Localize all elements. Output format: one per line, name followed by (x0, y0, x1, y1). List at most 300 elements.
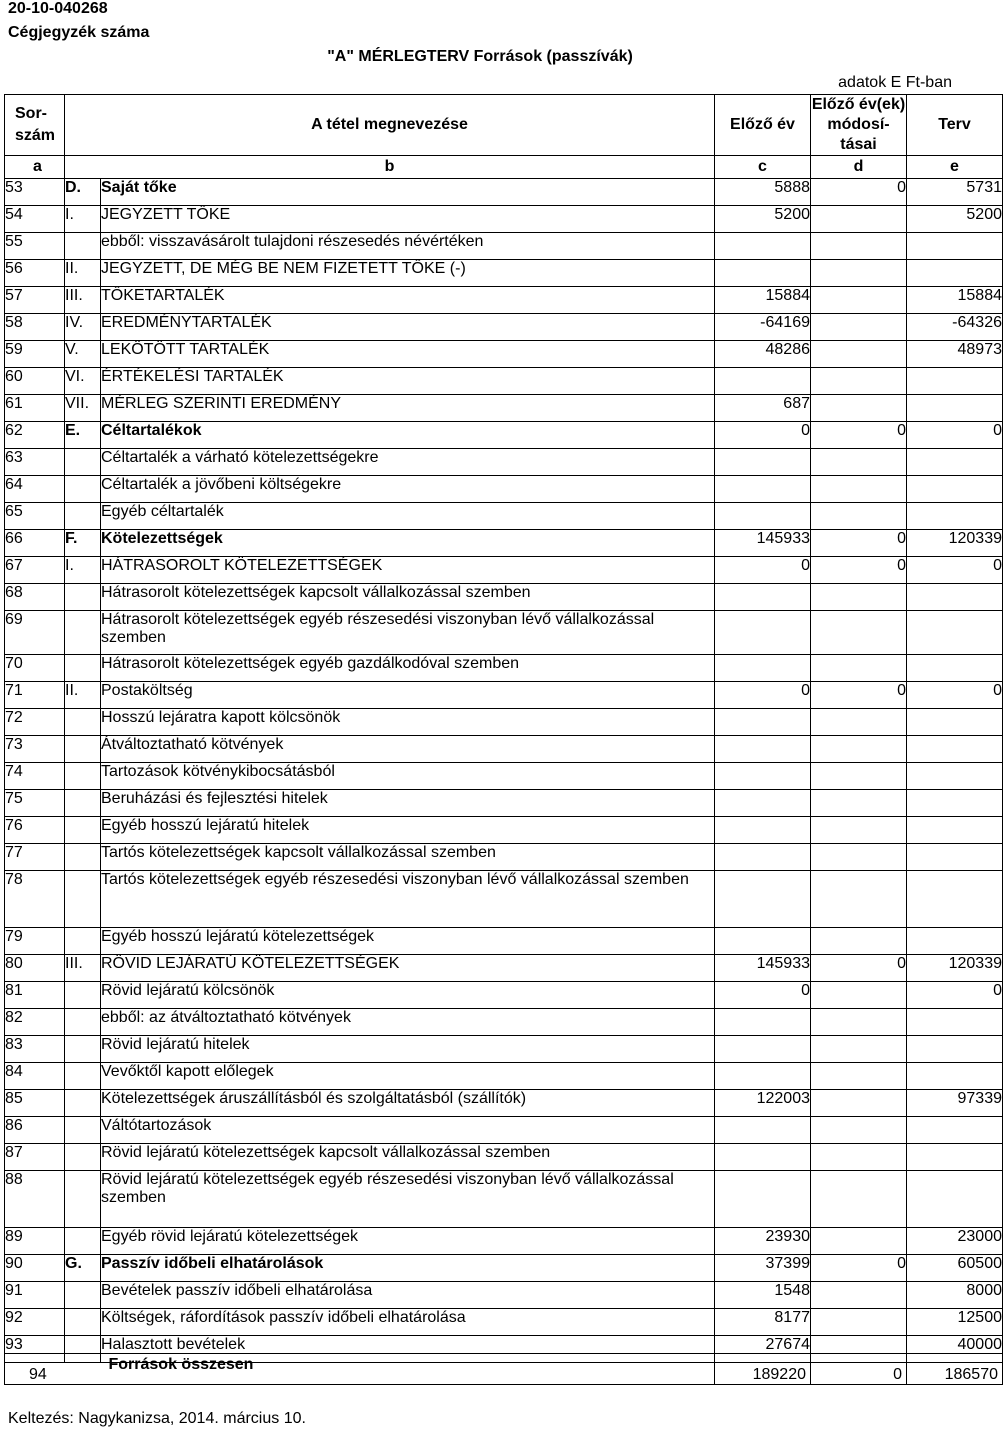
row-number: 78 (5, 871, 65, 928)
col-header-name: A tétel megnevezése (65, 95, 715, 156)
row-item-name: Rövid lejáratú kötelezettségek egyéb részesedési viszonyban lévő vállalkozással szemben (101, 1171, 715, 1228)
row-number: 86 (5, 1117, 65, 1144)
row-prev-year (715, 503, 811, 530)
table-row (5, 709, 1003, 736)
row-number: 88 (5, 1171, 65, 1228)
row-prev-year: 1548 (715, 1282, 811, 1309)
row-modifications (811, 655, 907, 682)
row-item-name: TŐKETARTALÉK (101, 287, 715, 314)
row-number: 67 (5, 557, 65, 584)
total-label: Források összesen (101, 1354, 715, 1385)
row-prev-year (715, 871, 811, 928)
row-modifications (811, 1171, 907, 1228)
unit-note: adatok E Ft-ban (838, 74, 952, 91)
row-prev-year (715, 1117, 811, 1144)
row-item-name: Átváltoztatható kötvények (101, 736, 715, 763)
row-roman-index (65, 871, 101, 928)
row-plan (907, 1063, 1003, 1090)
row-roman-index (65, 982, 101, 1009)
table-row (5, 655, 1003, 682)
row-roman-index (65, 763, 101, 790)
row-plan: 0 (907, 422, 1003, 449)
table-body (5, 179, 1003, 1363)
table-row (5, 1282, 1003, 1309)
row-number: 79 (5, 928, 65, 955)
row-number: 80 (5, 955, 65, 982)
table-row (5, 1144, 1003, 1171)
table-row (5, 368, 1003, 395)
total-row-number: 94 (5, 1354, 65, 1385)
row-number: 85 (5, 1090, 65, 1117)
row-number: 89 (5, 1228, 65, 1255)
row-item-name: Hátrasorolt kötelezettségek egyéb részesedési viszonyban lévő vállalkozással szemben (101, 611, 715, 655)
row-item-name: Céltartalék a jövőbeni költségekre (101, 476, 715, 503)
row-modifications: 0 (811, 1255, 907, 1282)
row-prev-year: 37399 (715, 1255, 811, 1282)
col-header-prev: Előző év (715, 95, 811, 156)
row-modifications (811, 1009, 907, 1036)
row-roman-index: II. (65, 682, 101, 709)
row-prev-year: 0 (715, 557, 811, 584)
row-number: 71 (5, 682, 65, 709)
letter-row (5, 156, 1003, 179)
row-item-name: ebből: visszavásárolt tulajdoni részesedés névértéken (101, 233, 715, 260)
row-item-name: Rövid lejáratú kölcsönök (101, 982, 715, 1009)
row-modifications (811, 844, 907, 871)
row-prev-year (715, 584, 811, 611)
table-row (5, 287, 1003, 314)
row-prev-year: 145933 (715, 530, 811, 557)
row-number: 92 (5, 1309, 65, 1336)
row-plan (907, 476, 1003, 503)
row-prev-year (715, 817, 811, 844)
row-number: 74 (5, 763, 65, 790)
row-item-name: Váltótartozások (101, 1117, 715, 1144)
row-plan: 0 (907, 982, 1003, 1009)
row-item-name: Költségek, ráfordítások passzív időbeli elhatárolása (101, 1309, 715, 1336)
total-roman (65, 1354, 101, 1385)
row-plan (907, 928, 1003, 955)
row-plan: 0 (907, 557, 1003, 584)
row-roman-index (65, 1090, 101, 1117)
row-prev-year (715, 736, 811, 763)
row-roman-index: I. (65, 206, 101, 233)
row-roman-index (65, 928, 101, 955)
row-roman-index (65, 709, 101, 736)
row-prev-year: 0 (715, 422, 811, 449)
row-prev-year (715, 1036, 811, 1063)
row-number: 87 (5, 1144, 65, 1171)
row-prev-year: 687 (715, 395, 811, 422)
row-roman-index: II. (65, 260, 101, 287)
row-prev-year: 27674 (715, 1336, 811, 1363)
total-row (5, 1354, 1003, 1385)
row-roman-index (65, 817, 101, 844)
row-prev-year: 122003 (715, 1090, 811, 1117)
table-row (5, 817, 1003, 844)
row-prev-year (715, 1144, 811, 1171)
row-prev-year (715, 655, 811, 682)
table-row (5, 763, 1003, 790)
col-header-mod: Előző év(ek) módosí-tásai (811, 95, 907, 156)
row-roman-index (65, 1063, 101, 1090)
table-row (5, 736, 1003, 763)
table-row (5, 1036, 1003, 1063)
row-prev-year (715, 449, 811, 476)
row-plan (907, 871, 1003, 928)
row-plan (907, 1036, 1003, 1063)
row-modifications (811, 817, 907, 844)
row-roman-index: D. (65, 179, 101, 206)
row-roman-index: V. (65, 341, 101, 368)
row-item-name: JEGYZETT, DE MÉG BE NEM FIZETETT TŐKE (-) (101, 260, 715, 287)
row-modifications (811, 790, 907, 817)
row-item-name: RÖVID LEJÁRATÚ KÖTELEZETTSÉGEK (101, 955, 715, 982)
row-roman-index (65, 476, 101, 503)
row-number: 61 (5, 395, 65, 422)
row-roman-index: G. (65, 1255, 101, 1282)
row-item-name: Tartós kötelezettségek egyéb részesedési viszonyban lévő vállalkozással szemben (101, 871, 715, 928)
table-row (5, 928, 1003, 955)
table-row (5, 1117, 1003, 1144)
row-plan: 15884 (907, 287, 1003, 314)
registration-label: Cégjegyzék száma (8, 24, 150, 41)
row-plan: 120339 (907, 955, 1003, 982)
table-row (5, 871, 1003, 928)
row-plan: -64326 (907, 314, 1003, 341)
row-prev-year: 0 (715, 682, 811, 709)
row-prev-year (715, 928, 811, 955)
table-row (5, 955, 1003, 982)
row-prev-year (715, 611, 811, 655)
row-modifications (811, 611, 907, 655)
row-modifications (811, 1309, 907, 1336)
table-row (5, 449, 1003, 476)
table-row (5, 206, 1003, 233)
table-row (5, 503, 1003, 530)
row-plan (907, 260, 1003, 287)
row-prev-year (715, 260, 811, 287)
row-plan (907, 611, 1003, 655)
row-number: 70 (5, 655, 65, 682)
row-number: 82 (5, 1009, 65, 1036)
row-item-name: Postaköltség (101, 682, 715, 709)
row-item-name: ebből: az átváltoztatható kötvények (101, 1009, 715, 1036)
row-number: 66 (5, 530, 65, 557)
row-item-name: Rövid lejáratú hitelek (101, 1036, 715, 1063)
row-modifications (811, 763, 907, 790)
row-item-name: ÉRTÉKELÉSI TARTALÉK (101, 368, 715, 395)
row-plan (907, 790, 1003, 817)
row-item-name: Tartós kötelezettségek kapcsolt vállalkozással szemben (101, 844, 715, 871)
row-plan (907, 817, 1003, 844)
row-modifications (811, 736, 907, 763)
row-item-name: Halasztott bevételek (101, 1336, 715, 1363)
row-plan: 48973 (907, 341, 1003, 368)
table-row (5, 557, 1003, 584)
row-number: 90 (5, 1255, 65, 1282)
row-roman-index (65, 233, 101, 260)
row-plan (907, 1117, 1003, 1144)
header-row (5, 95, 1003, 156)
row-modifications (811, 395, 907, 422)
row-prev-year: 48286 (715, 341, 811, 368)
table-row (5, 1255, 1003, 1282)
col-header-sor: Sor- szám (5, 95, 65, 156)
row-modifications: 0 (811, 955, 907, 982)
row-prev-year (715, 1171, 811, 1228)
row-number: 83 (5, 1036, 65, 1063)
row-number: 60 (5, 368, 65, 395)
row-plan (907, 709, 1003, 736)
row-roman-index (65, 611, 101, 655)
table-row (5, 1228, 1003, 1255)
table-row (5, 395, 1003, 422)
row-plan (907, 763, 1003, 790)
row-roman-index: III. (65, 955, 101, 982)
row-modifications (811, 476, 907, 503)
table-row (5, 1063, 1003, 1090)
row-plan (907, 584, 1003, 611)
row-prev-year (715, 763, 811, 790)
table-row (5, 260, 1003, 287)
row-roman-index: III. (65, 287, 101, 314)
row-number: 76 (5, 817, 65, 844)
row-number: 57 (5, 287, 65, 314)
row-roman-index (65, 1282, 101, 1309)
row-roman-index (65, 449, 101, 476)
row-plan: 40000 (907, 1336, 1003, 1363)
table-row (5, 233, 1003, 260)
row-modifications: 0 (811, 179, 907, 206)
registration-number: 20-10-040268 (8, 0, 108, 17)
row-number: 59 (5, 341, 65, 368)
letter-b: b (65, 156, 715, 179)
total-plan: 186570 (907, 1354, 1003, 1385)
table-row (5, 1309, 1003, 1336)
row-prev-year (715, 233, 811, 260)
row-roman-index (65, 584, 101, 611)
row-number: 84 (5, 1063, 65, 1090)
row-modifications (811, 1282, 907, 1309)
row-item-name: Egyéb rövid lejáratú kötelezettségek (101, 1228, 715, 1255)
table-row (5, 682, 1003, 709)
row-plan (907, 1171, 1003, 1228)
row-roman-index (65, 1144, 101, 1171)
row-prev-year (715, 368, 811, 395)
row-plan (907, 233, 1003, 260)
row-number: 69 (5, 611, 65, 655)
row-item-name: Passzív időbeli elhatárolások (101, 1255, 715, 1282)
row-modifications (811, 1090, 907, 1117)
row-modifications (811, 341, 907, 368)
row-plan: 5200 (907, 206, 1003, 233)
row-prev-year: 5200 (715, 206, 811, 233)
issue-date-note: Keltezés: Nagykanizsa, 2014. március 10. (8, 1410, 306, 1427)
row-plan (907, 1144, 1003, 1171)
table-row (5, 611, 1003, 655)
row-roman-index: VII. (65, 395, 101, 422)
row-prev-year: 145933 (715, 955, 811, 982)
total-table (4, 1353, 1003, 1385)
row-modifications (811, 287, 907, 314)
row-item-name: Saját tőke (101, 179, 715, 206)
row-roman-index: I. (65, 557, 101, 584)
row-item-name: Kötelezettségek áruszállításból és szolgáltatásból (szállítók) (101, 1090, 715, 1117)
table-row (5, 982, 1003, 1009)
row-plan: 8000 (907, 1282, 1003, 1309)
table-row (5, 341, 1003, 368)
table-row (5, 530, 1003, 557)
row-modifications (811, 1228, 907, 1255)
table-row (5, 1171, 1003, 1228)
row-modifications (811, 1063, 907, 1090)
row-item-name: JEGYZETT TŐKE (101, 206, 715, 233)
row-item-name: Céltartalékok (101, 422, 715, 449)
row-prev-year: 0 (715, 982, 811, 1009)
table-row (5, 790, 1003, 817)
row-number: 56 (5, 260, 65, 287)
total-mod: 0 (811, 1354, 907, 1385)
row-number: 73 (5, 736, 65, 763)
row-plan: 120339 (907, 530, 1003, 557)
row-item-name: HÁTRASOROLT KÖTELEZETTSÉGEK (101, 557, 715, 584)
total-prev: 189220 (715, 1354, 811, 1385)
row-plan: 97339 (907, 1090, 1003, 1117)
letter-c: c (715, 156, 811, 179)
row-number: 93 (5, 1336, 65, 1363)
row-roman-index: F. (65, 530, 101, 557)
table-row (5, 476, 1003, 503)
table-row (5, 314, 1003, 341)
table-row (5, 584, 1003, 611)
row-modifications: 0 (811, 682, 907, 709)
row-plan (907, 844, 1003, 871)
row-item-name: LEKÖTÖTT TARTALÉK (101, 341, 715, 368)
row-modifications: 0 (811, 530, 907, 557)
row-plan: 23000 (907, 1228, 1003, 1255)
row-plan: 12500 (907, 1309, 1003, 1336)
row-roman-index (65, 1171, 101, 1228)
row-plan: 60500 (907, 1255, 1003, 1282)
row-number: 68 (5, 584, 65, 611)
row-number: 55 (5, 233, 65, 260)
row-modifications (811, 1117, 907, 1144)
letter-e: e (907, 156, 1003, 179)
row-item-name: Egyéb céltartalék (101, 503, 715, 530)
row-modifications (811, 1144, 907, 1171)
row-roman-index: VI. (65, 368, 101, 395)
row-modifications (811, 1036, 907, 1063)
row-plan (907, 736, 1003, 763)
row-plan: 0 (907, 682, 1003, 709)
row-modifications: 0 (811, 557, 907, 584)
row-prev-year: 8177 (715, 1309, 811, 1336)
row-roman-index: IV. (65, 314, 101, 341)
row-roman-index (65, 790, 101, 817)
row-prev-year (715, 844, 811, 871)
row-modifications (811, 982, 907, 1009)
document-title: "A" MÉRLEGTERV Források (passzívák) (327, 48, 633, 65)
row-modifications (811, 260, 907, 287)
row-item-name: Egyéb hosszú lejáratú kötelezettségek (101, 928, 715, 955)
row-roman-index (65, 1117, 101, 1144)
row-prev-year: -64169 (715, 314, 811, 341)
row-prev-year: 15884 (715, 287, 811, 314)
row-plan (907, 655, 1003, 682)
row-modifications (811, 709, 907, 736)
balance-table (4, 94, 1003, 1363)
row-roman-index: E. (65, 422, 101, 449)
row-number: 64 (5, 476, 65, 503)
row-plan (907, 1009, 1003, 1036)
row-roman-index (65, 844, 101, 871)
row-item-name: MÉRLEG SZERINTI EREDMÉNY (101, 395, 715, 422)
row-modifications (811, 314, 907, 341)
row-modifications (811, 206, 907, 233)
row-item-name: EREDMÉNYTARTALÉK (101, 314, 715, 341)
row-number: 75 (5, 790, 65, 817)
row-number: 81 (5, 982, 65, 1009)
row-item-name: Kötelezettségek (101, 530, 715, 557)
row-modifications (811, 503, 907, 530)
table-row (5, 422, 1003, 449)
row-prev-year: 23930 (715, 1228, 811, 1255)
row-prev-year (715, 1063, 811, 1090)
row-prev-year (715, 790, 811, 817)
row-number: 53 (5, 179, 65, 206)
row-item-name: Rövid lejáratú kötelezettségek kapcsolt vállalkozással szemben (101, 1144, 715, 1171)
row-modifications (811, 928, 907, 955)
row-modifications (811, 449, 907, 476)
row-number: 65 (5, 503, 65, 530)
row-prev-year: 5888 (715, 179, 811, 206)
row-item-name: Hosszú lejáratra kapott kölcsönök (101, 709, 715, 736)
row-plan: 5731 (907, 179, 1003, 206)
table-row (5, 1090, 1003, 1117)
row-item-name: Egyéb hosszú lejáratú hitelek (101, 817, 715, 844)
row-item-name: Hátrasorolt kötelezettségek kapcsolt vállalkozással szemben (101, 584, 715, 611)
row-number: 62 (5, 422, 65, 449)
row-modifications (811, 368, 907, 395)
row-item-name: Céltartalék a várható kötelezettségekre (101, 449, 715, 476)
row-plan (907, 368, 1003, 395)
row-roman-index (65, 1309, 101, 1336)
letter-a: a (5, 156, 65, 179)
row-prev-year (715, 1009, 811, 1036)
row-plan (907, 449, 1003, 476)
row-plan (907, 503, 1003, 530)
row-number: 58 (5, 314, 65, 341)
table-row (5, 179, 1003, 206)
letter-d: d (811, 156, 907, 179)
row-item-name: Vevőktől kapott előlegek (101, 1063, 715, 1090)
row-roman-index (65, 736, 101, 763)
table-row (5, 844, 1003, 871)
row-roman-index (65, 1036, 101, 1063)
row-number: 77 (5, 844, 65, 871)
row-prev-year (715, 709, 811, 736)
row-roman-index (65, 655, 101, 682)
row-modifications: 0 (811, 422, 907, 449)
row-item-name: Bevételek passzív időbeli elhatárolása (101, 1282, 715, 1309)
row-modifications (811, 871, 907, 928)
row-roman-index (65, 503, 101, 530)
row-roman-index (65, 1009, 101, 1036)
row-roman-index (65, 1228, 101, 1255)
row-number: 63 (5, 449, 65, 476)
row-number: 54 (5, 206, 65, 233)
